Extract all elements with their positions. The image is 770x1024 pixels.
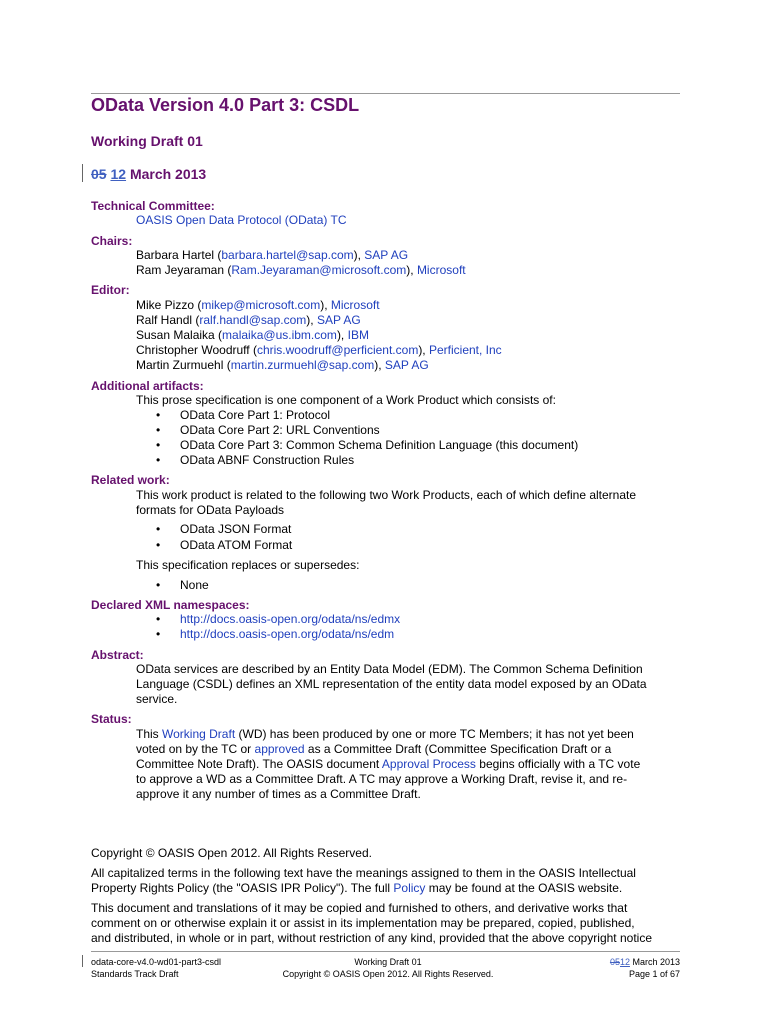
status-line: voted on by the TC or approved as a Committee Draft (Committee Specification Draft or a (136, 742, 612, 756)
bullet-icon: • (156, 438, 161, 452)
editor-label: Editor: (91, 283, 130, 297)
tc-link[interactable]: OASIS Open Data Protocol (OData) TC (136, 213, 347, 227)
license-paragraph-line: comment on or otherwise explain it or assist in its implementation may be prepared, copied, published, (91, 916, 635, 930)
document-stage: Working Draft 01 (91, 133, 203, 149)
status-line: Committee Note Draft). The OASIS document Approval Process begins officially with a TC vote (136, 757, 641, 771)
bullet-icon: • (156, 408, 161, 422)
abstract-line: OData services are described by an Entity Data Model (EDM). The Common Schema Definition (136, 662, 643, 676)
abstract-line: service. (136, 692, 178, 706)
editor-org-link[interactable]: SAP AG (384, 358, 429, 372)
footer-right (610, 956, 680, 980)
approval-process-link[interactable]: Approval Process (381, 757, 476, 771)
bullet-icon: • (156, 453, 161, 467)
copyright-line: Copyright © OASIS Open 2012. All Rights Reserved. (91, 846, 372, 860)
list-item: OData Core Part 2: URL Conventions (180, 423, 380, 437)
related-work-intro-2: formats for OData Payloads (136, 503, 285, 517)
chair-email-link[interactable]: Ram.Jeyaraman@microsoft.com (231, 263, 407, 277)
list-item: OData Core Part 1: Protocol (180, 408, 331, 422)
status-line: This Working Draft (WD) has been produced by one or more TC Members; it has not yet been (136, 727, 634, 741)
date-inserted: 12 (110, 166, 127, 182)
bullet-icon: • (156, 578, 161, 592)
chair-row: Ram Jeyaraman (Ram.Jeyaraman@microsoft.com), Microsoft (136, 263, 466, 277)
abstract-line: Language (CSDL) defines an XML representation of the entity data model exposed by an OData (136, 677, 647, 691)
editor-row: Susan Malaika (malaika@us.ibm.com), IBM (136, 328, 369, 342)
license-paragraph-line: and distributed, in whole or in part, without restriction of any kind, provided that the above copyright notice (91, 931, 652, 945)
technical-committee-label: Technical Committee: (91, 199, 215, 213)
ipr-paragraph-line: Property Rights Policy (the "OASIS IPR Policy"). The full Policy may be found at the OASIS website. (91, 881, 623, 895)
list-item: OData ATOM Format (180, 538, 293, 552)
document-date (91, 166, 206, 182)
technical-committee-value (136, 213, 676, 228)
footer-change-bar (82, 955, 83, 967)
editor-email-link[interactable]: malaika@us.ibm.com (222, 328, 337, 342)
list-item: OData ABNF Construction Rules (180, 453, 355, 467)
footer-copyright: Copyright © OASIS Open 2012. All Rights Reserved. (282, 969, 494, 979)
chair-org-link[interactable]: SAP AG (364, 248, 409, 262)
editor-row: Ralf Handl (ralf.handl@sap.com), SAP AG (136, 313, 361, 327)
list-item: OData JSON Format (180, 522, 292, 536)
editor-org-link[interactable]: Perficient, Inc (428, 343, 502, 357)
ipr-paragraph-line: All capitalized terms in the following text have the meanings assigned to them in the OASIS Intellectual (91, 866, 636, 880)
footer-track: Standards Track Draft (91, 969, 179, 979)
footer-center (268, 956, 508, 980)
status-line: approve it any number of times as a Committee Draft. (136, 787, 421, 801)
footer-stage: Working Draft 01 (354, 957, 422, 967)
status-line: to approve a WD as a Committee Draft. A TC may approve a Working Draft, revise it, and re- (136, 772, 628, 786)
policy-link[interactable]: Policy (393, 881, 426, 895)
working-draft-link[interactable]: Working Draft (162, 727, 236, 741)
date-rest: March 2013 (129, 166, 207, 182)
chairs-label: Chairs: (91, 234, 133, 248)
change-bar (82, 164, 83, 182)
bullet-icon: • (156, 612, 161, 626)
bullet-icon: • (156, 423, 161, 437)
editor-row: Christopher Woodruff (chris.woodruff@perficient.com), Perficient, Inc (136, 343, 502, 357)
footer-filename: odata-core-v4.0-wd01-part3-csdl (91, 957, 222, 967)
additional-artifacts-label: Additional artifacts: (91, 379, 204, 393)
additional-artifacts-intro: This prose specification is one component of a Work Product which consists of: (136, 393, 556, 407)
editor-email-link[interactable]: chris.woodruff@perficient.com (256, 343, 419, 357)
bullet-icon: • (156, 538, 161, 552)
footer-rule (91, 951, 680, 952)
namespace-link[interactable]: http://docs.oasis-open.org/odata/ns/edm (180, 627, 395, 641)
editor-org-link[interactable]: SAP AG (316, 313, 361, 327)
top-rule (91, 93, 680, 94)
related-work-label: Related work: (91, 473, 170, 487)
bullet-icon: • (156, 627, 161, 641)
chair-email-link[interactable]: barbara.hartel@sap.com (221, 248, 354, 262)
page-title: OData Version 4.0 Part 3: CSDL (91, 95, 360, 115)
editor-email-link[interactable]: mikep@microsoft.com (201, 298, 321, 312)
namespaces-label: Declared XML namespaces: (91, 598, 250, 612)
footer-date: 0512 March 2013 (609, 957, 680, 967)
editor-org-link[interactable]: IBM (347, 328, 369, 342)
abstract-label: Abstract: (91, 648, 144, 662)
namespace-link[interactable]: http://docs.oasis-open.org/odata/ns/edmx (180, 612, 401, 626)
editor-row: Martin Zurmuehl (martin.zurmuehl@sap.com), SAP AG (136, 358, 429, 372)
chair-row: Barbara Hartel (barbara.hartel@sap.com), SAP AG (136, 248, 409, 262)
replaces-text: This specification replaces or supersedes: (136, 558, 360, 572)
list-item: None (180, 578, 209, 592)
related-work-intro: This work product is related to the following two Work Products, each of which define alternate (136, 488, 637, 502)
chair-org-link[interactable]: Microsoft (416, 263, 466, 277)
status-label: Status: (91, 712, 132, 726)
editor-row: Mike Pizzo (mikep@microsoft.com), Microsoft (136, 298, 380, 312)
footer-left (91, 956, 221, 980)
editor-email-link[interactable]: martin.zurmuehl@sap.com (230, 358, 375, 372)
license-paragraph-line: This document and translations of it may be copied and furnished to others, and derivative works that (91, 901, 628, 915)
date-deleted: 05 (91, 166, 107, 182)
approved-link[interactable]: approved (254, 742, 305, 756)
bullet-icon: • (156, 522, 161, 536)
editor-org-link[interactable]: Microsoft (330, 298, 380, 312)
editor-email-link[interactable]: ralf.handl@sap.com (199, 313, 307, 327)
list-item: OData Core Part 3: Common Schema Definition Language (this document) (180, 438, 579, 452)
footer-page-number: Page 1 of 67 (628, 969, 680, 979)
